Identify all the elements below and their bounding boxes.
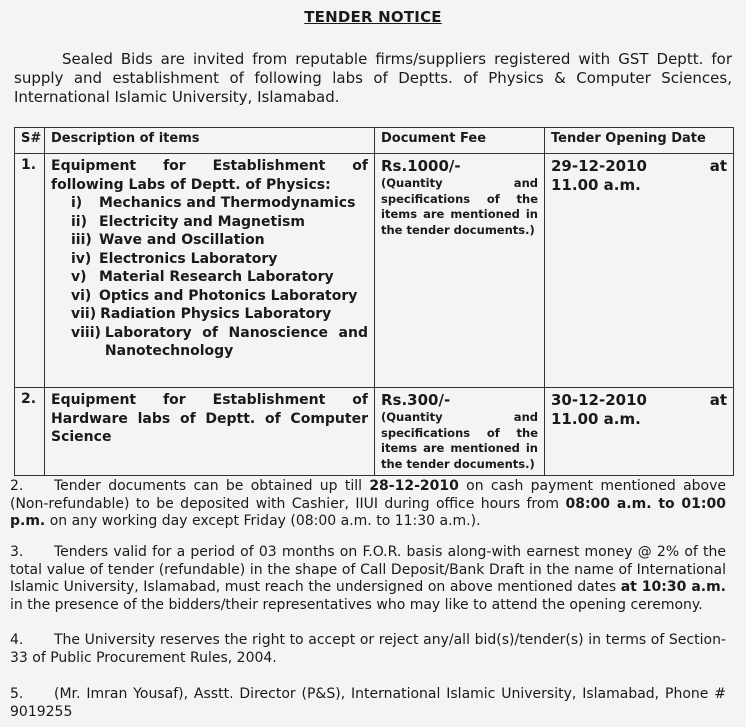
list-item: iii) Wave and Oscillation <box>71 232 265 248</box>
list-item: vii) Radiation Physics Laboratory <box>71 306 332 322</box>
row-date <box>545 388 734 476</box>
fee-note: (Quantity and specifications of the items are mentioned in the tender documents.) <box>381 176 538 237</box>
paragraph-number: 3. <box>10 544 24 560</box>
list-item: v) Material Research Laboratory <box>71 269 334 285</box>
opening-date: 29-12-2010 <box>551 157 647 175</box>
table-header-row <box>15 128 734 154</box>
paragraph-4: 4. The University reserves the right to accept or reject any/all bid(s)/tender(s) in terms of Section-33 of Public Procurement Rules, 2004. <box>10 632 726 666</box>
paragraph-3: 3. Tenders valid for a period of 03 months on F.O.R. basis along-with earnest money @ 2% of the total value of tender (refundable) in the shape of Call Deposit/Bank Draft in the name of International Islamic University, Islamabad, must reach the undersigned on above mentioned dates at 10:30 a.m. in the presence of the bidders/their representatives who may like to attend the opening ceremony. <box>10 544 726 613</box>
paragraph-number: 5. <box>10 686 24 702</box>
fee-note: (Quantity and specifications of the items are mentioned in the tender documents.) <box>381 410 538 471</box>
row-sn: 2. <box>15 388 45 476</box>
opening-date: 30-12-2010 <box>551 391 647 409</box>
tender-table <box>14 127 734 476</box>
date-at: at <box>709 157 727 175</box>
list-item: iv) Electronics Laboratory <box>71 250 278 267</box>
fee-amount: Rs.300/- <box>381 391 451 409</box>
page-title: TENDER NOTICE <box>304 8 442 26</box>
paragraph-5: 5. (Mr. Imran Yousaf), Asstt. Director (P&S), International Islamic University, Islamabad, Phone # 9019255 <box>10 686 726 720</box>
paragraph-2: 2. Tender documents can be obtained up till 28-12-2010 on cash payment mentioned above (Non-refundable) to be deposited with Cashier, IIUI during office hours from 08:00 a.m. to 01:00 p.m. on any working day except Friday (08:00 a.m. to 11:30 a.m.). <box>10 478 726 529</box>
row-fee <box>375 154 545 388</box>
header-sn: S# <box>15 128 45 154</box>
table-row <box>15 388 734 476</box>
intro-text: Sealed Bids are invited from reputable firms/suppliers registered with GST Deptt. for supply and establishment of following labs of Deptts. of Physics & Computer Sciences, International Islamic University, Islamabad. <box>14 50 732 106</box>
row-description <box>45 388 375 476</box>
intro-paragraph <box>14 50 732 107</box>
list-item: viii) Laboratory of Nanoscience and Nanotechnology <box>71 324 368 359</box>
paragraph-number: 4. <box>10 632 24 648</box>
row-sn: 1. <box>15 154 45 388</box>
paragraph-number: 2. <box>10 478 24 494</box>
header-date: Tender Opening Date <box>545 128 734 154</box>
list-item: ii) Electricity and Magnetism <box>71 213 305 230</box>
opening-time: 11.00 a.m. <box>551 410 641 428</box>
opening-time: 11.00 a.m. <box>551 176 641 194</box>
header-fee: Document Fee <box>375 128 545 154</box>
table-row <box>15 154 734 388</box>
description-text: Equipment for Establishment of Hardware labs of Deptt. of Computer Science <box>51 392 368 445</box>
lab-list <box>51 194 368 361</box>
row-fee <box>375 388 545 476</box>
fee-amount: Rs.1000/- <box>381 157 461 175</box>
row-description <box>45 154 375 388</box>
list-item: i) Mechanics and Thermodynamics <box>71 195 356 211</box>
row-date <box>545 154 734 388</box>
description-text: Equipment for Establishment of following Labs of Deptt. of Physics: <box>51 158 368 193</box>
header-description: Description of items <box>45 128 375 154</box>
list-item: vi) Optics and Photonics Laboratory <box>71 287 358 304</box>
date-at: at <box>709 391 727 409</box>
